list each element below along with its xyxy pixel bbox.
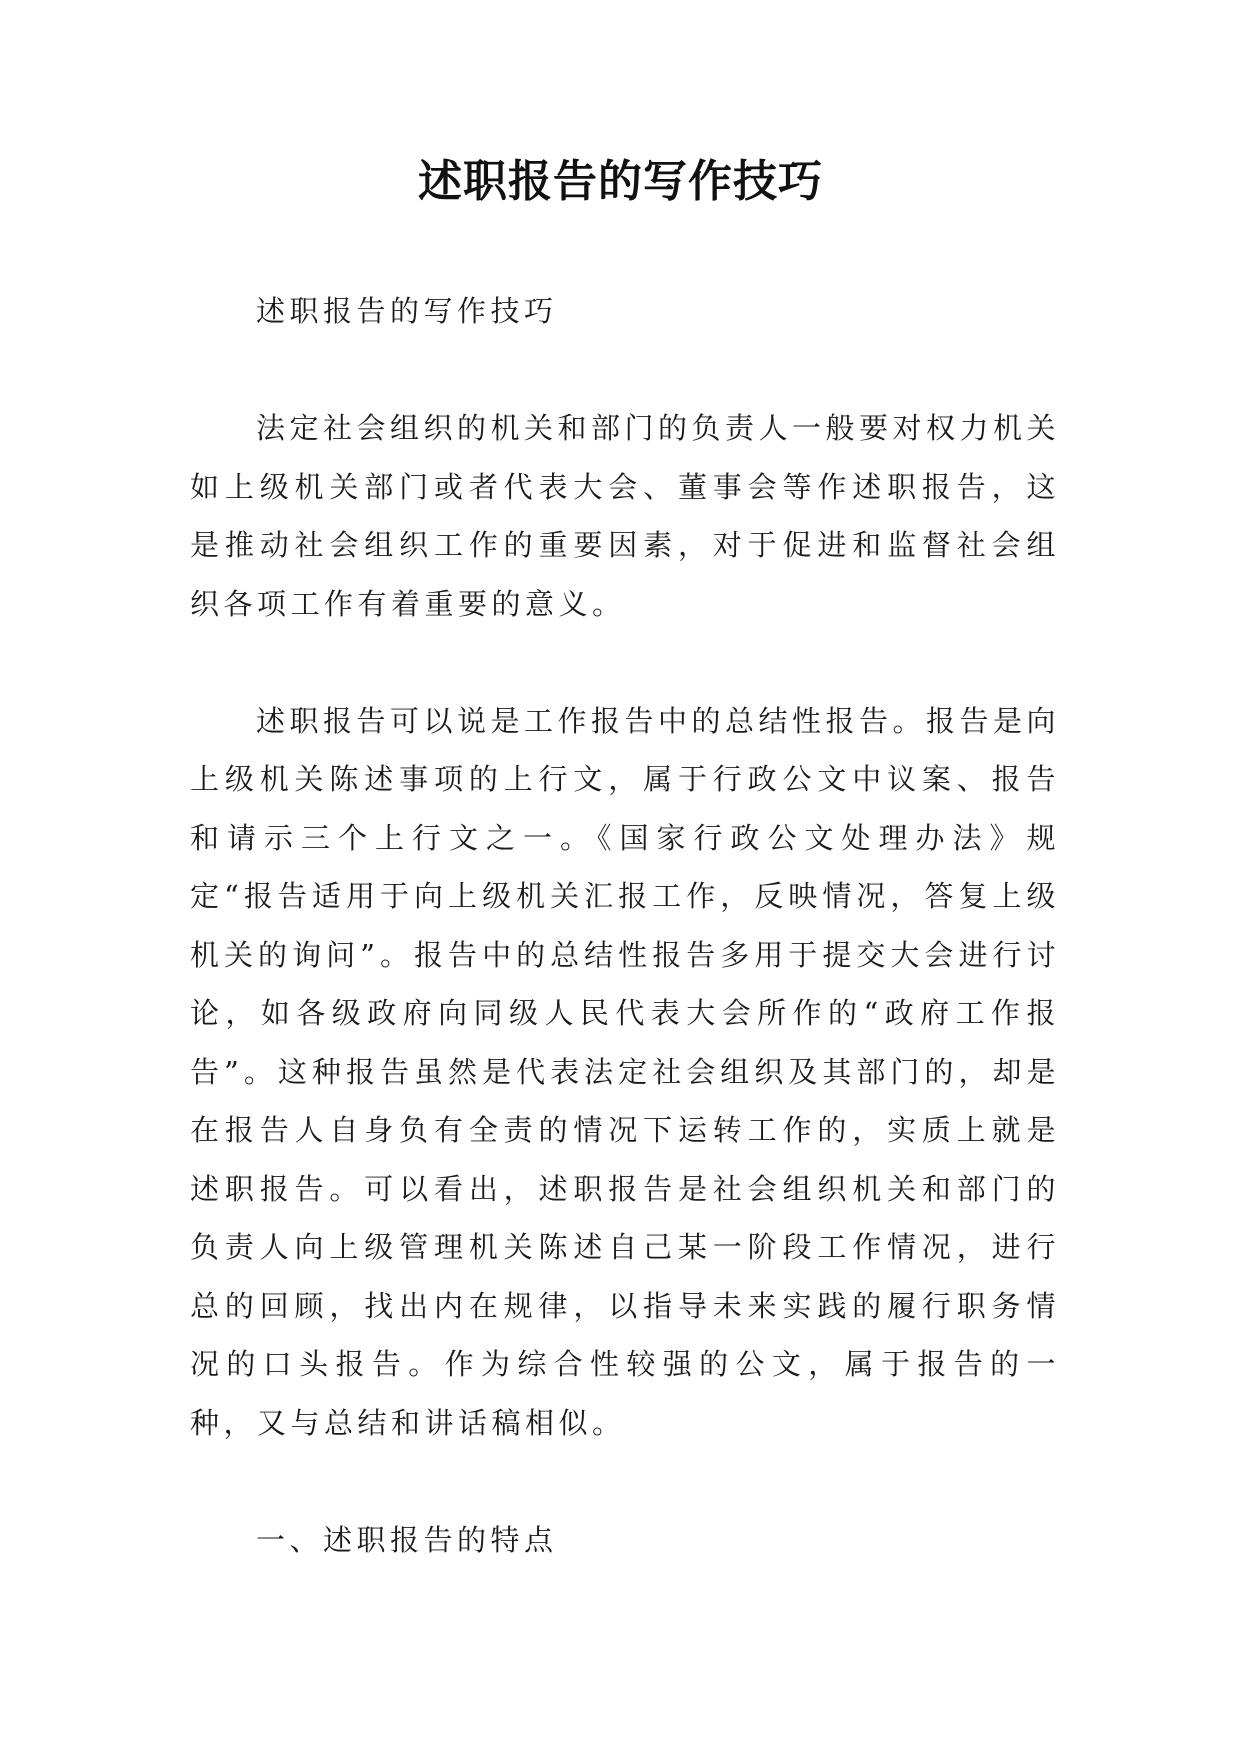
section-heading: 一、述职报告的特点 (256, 1522, 558, 1557)
document-body (190, 282, 1060, 1569)
subtitle-paragraph: 述职报告的写作技巧 (256, 294, 558, 328)
document-title: 述职报告的写作技巧 (418, 156, 823, 207)
definition-paragraph: 述职报告可以说是工作报告中的总结性报告。报告是向上级机关陈述事项的上行文，属于行政公文中议案、报告和请示三个上行文之一。《国家行政公文处理办法》规定“报告适用于向上级机关汇报工作，反映情况，答复上级机关的询问”。报告中的总结性报告多用于提交大会进行讨论，如各级政府向同级人民代表大会所作的“政府工作报告”。这种报告虽然是代表法定社会组织及其部门的，却是在报告人自身负有全责的情况下运转工作的，实质上就是述职报告。可以看出，述职报告是社会组织机关和部门的负责人向上级管理机关陈述自己某一阶段工作情况，进行总的回顾，找出内在规律，以指导未来实践的履行职务情况的口头报告。作为综合性较强的公文，属于报告的一种，又与总结和讲话稿相似。 (190, 703, 1061, 1440)
intro-paragraph: 法定社会组织的机关和部门的负责人一般要对权力机关如上级机关部门或者代表大会、董事会等作述职报告，这是推动社会组织工作的重要因素，对于促进和监督社会组织各项工作有着重要的意义。 (190, 411, 1061, 621)
